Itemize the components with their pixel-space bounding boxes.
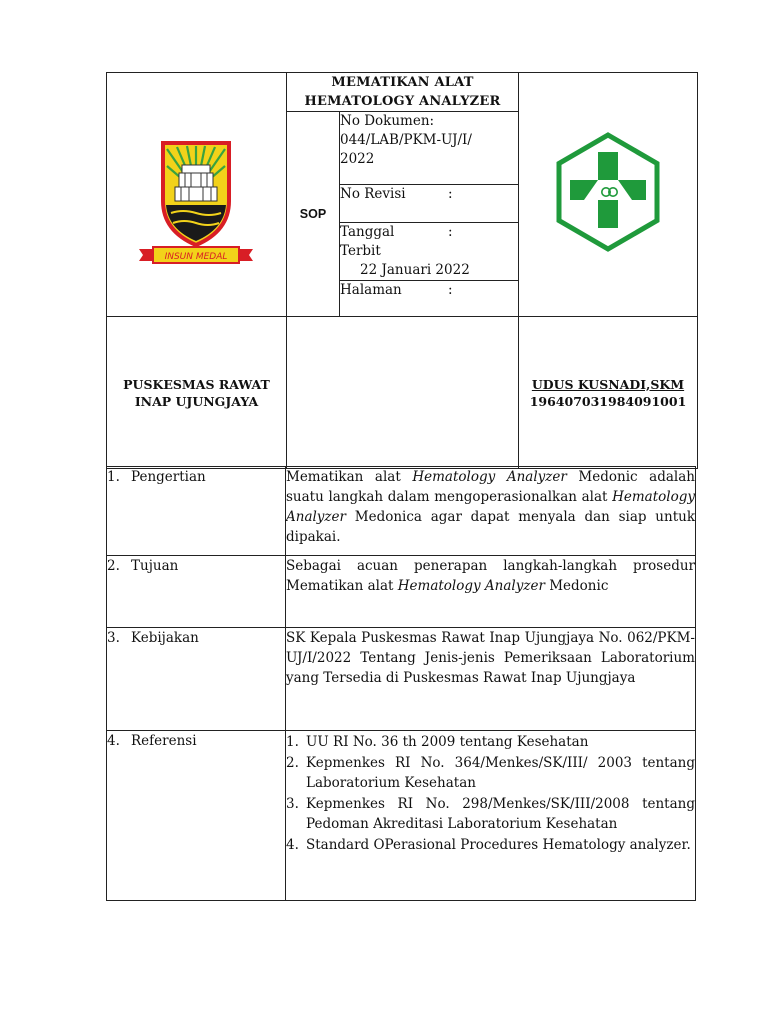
puskesmas-logo (519, 77, 697, 309)
no-revisi-colon: : (448, 186, 453, 202)
tanggal-label: Tanggal (340, 224, 395, 240)
no-dokumen-value-2: 2022 (340, 151, 375, 167)
section-title: Pengertian (131, 469, 206, 485)
organization-name (107, 317, 287, 469)
section-number: 1. (107, 469, 120, 485)
text-run: Medonic (544, 578, 609, 594)
section-label (107, 628, 286, 731)
list-text: Standard OPerasional Procedures Hematology analyzer. (306, 836, 691, 853)
no-revisi-cell (340, 185, 519, 223)
section-row (107, 731, 696, 901)
text-run-italic: Hematology Analyzer (397, 578, 545, 594)
list-item (286, 835, 695, 856)
text-run: Mematikan alat (286, 469, 413, 485)
section-number: 3. (107, 630, 120, 646)
sumedang-shield-logo (107, 113, 286, 273)
list-number: 1. (286, 734, 299, 750)
sop-header-table (106, 72, 698, 469)
halaman-label: Halaman (340, 282, 402, 298)
pengertian-text (286, 467, 696, 556)
document-title (287, 73, 519, 112)
signature-space (287, 317, 519, 469)
list-number: 2. (286, 754, 299, 771)
text-run: SK Kepala Puskesmas Rawat Inap Ujungjaya No. 062/PKM-UJ/I/2022 Tentang Jenis-jenis Pemeriksaan Laboratorium yang Tersedia di Puskesmas Rawat Inap Ujungjaya (286, 630, 695, 686)
section-title: Kebijakan (131, 630, 199, 646)
no-dokumen-cell (340, 112, 519, 185)
section-number: 4. (107, 733, 120, 749)
section-label (107, 731, 286, 901)
signer-block (519, 317, 698, 469)
tanggal-value: 22 Januari 2022 (360, 262, 470, 278)
title-line-2: HEMATOLOGY ANALYZER (304, 94, 501, 109)
text-run: Medonic adalah suatu langkah dalam mengoperasionalkan alat (286, 469, 695, 505)
list-text: UU RI No. 36 th 2009 tentang Kesehatan (306, 734, 589, 750)
list-item (286, 753, 695, 794)
referensi-list (286, 732, 695, 855)
signer-nip: 196407031984091001 (529, 393, 687, 409)
list-number: 4. (286, 836, 299, 853)
tanggal-colon: : (448, 224, 453, 240)
signer-name: UDUS KUSNADI,SKM (531, 376, 685, 392)
halaman-colon: : (448, 282, 453, 298)
text-run-italic: Hematology Analyzer (286, 489, 695, 525)
no-dokumen-label: No Dokumen: (340, 113, 435, 129)
list-text: Kepmenkes RI No. 298/Menkes/SK/III/2008 tentang Pedoman Akreditasi Laboratorium Kesehatan (306, 795, 695, 832)
tanggal-terbit-cell (340, 223, 519, 281)
section-title: Tujuan (131, 558, 179, 574)
no-revisi-label: No Revisi (340, 186, 406, 202)
section-label (107, 556, 286, 628)
text-run: Medonica agar dapat menyala dan siap untuk dipakai. (286, 509, 695, 545)
logo-motto-text: INSUN MEDAL (164, 251, 228, 262)
tujuan-text (286, 556, 696, 628)
list-item (286, 732, 695, 753)
section-row (107, 628, 696, 731)
section-row (107, 556, 696, 628)
text-run: Sebagai acuan penerapan langkah-langkah prosedur Mematikan alat (286, 558, 695, 594)
sop-label: SOP (287, 112, 340, 317)
no-dokumen-value-1: 044/LAB/PKM-UJ/I/ (340, 132, 472, 148)
section-row (107, 467, 696, 556)
terbit-label: Terbit (340, 243, 381, 259)
title-line-1: MEMATIKAN ALAT (331, 75, 474, 90)
referensi-list-cell (286, 731, 696, 901)
organization-line-1: PUSKESMAS RAWAT (123, 376, 270, 392)
right-logo-cell (519, 73, 698, 317)
list-text: Kepmenkes RI No. 364/Menkes/SK/III/ 2003 tentang Laboratorium Kesehatan (306, 754, 695, 791)
kebijakan-text (286, 628, 696, 731)
halaman-cell (340, 281, 519, 317)
text-run-italic: Hematology Analyzer (412, 469, 567, 485)
list-number: 3. (286, 795, 299, 812)
section-title: Referensi (131, 733, 197, 749)
section-number: 2. (107, 558, 120, 574)
section-label (107, 467, 286, 556)
organization-line-2: INAP UJUNGJAYA (134, 393, 259, 409)
list-item (286, 794, 695, 835)
left-logo-cell (107, 73, 287, 317)
sop-content-table (106, 466, 696, 901)
